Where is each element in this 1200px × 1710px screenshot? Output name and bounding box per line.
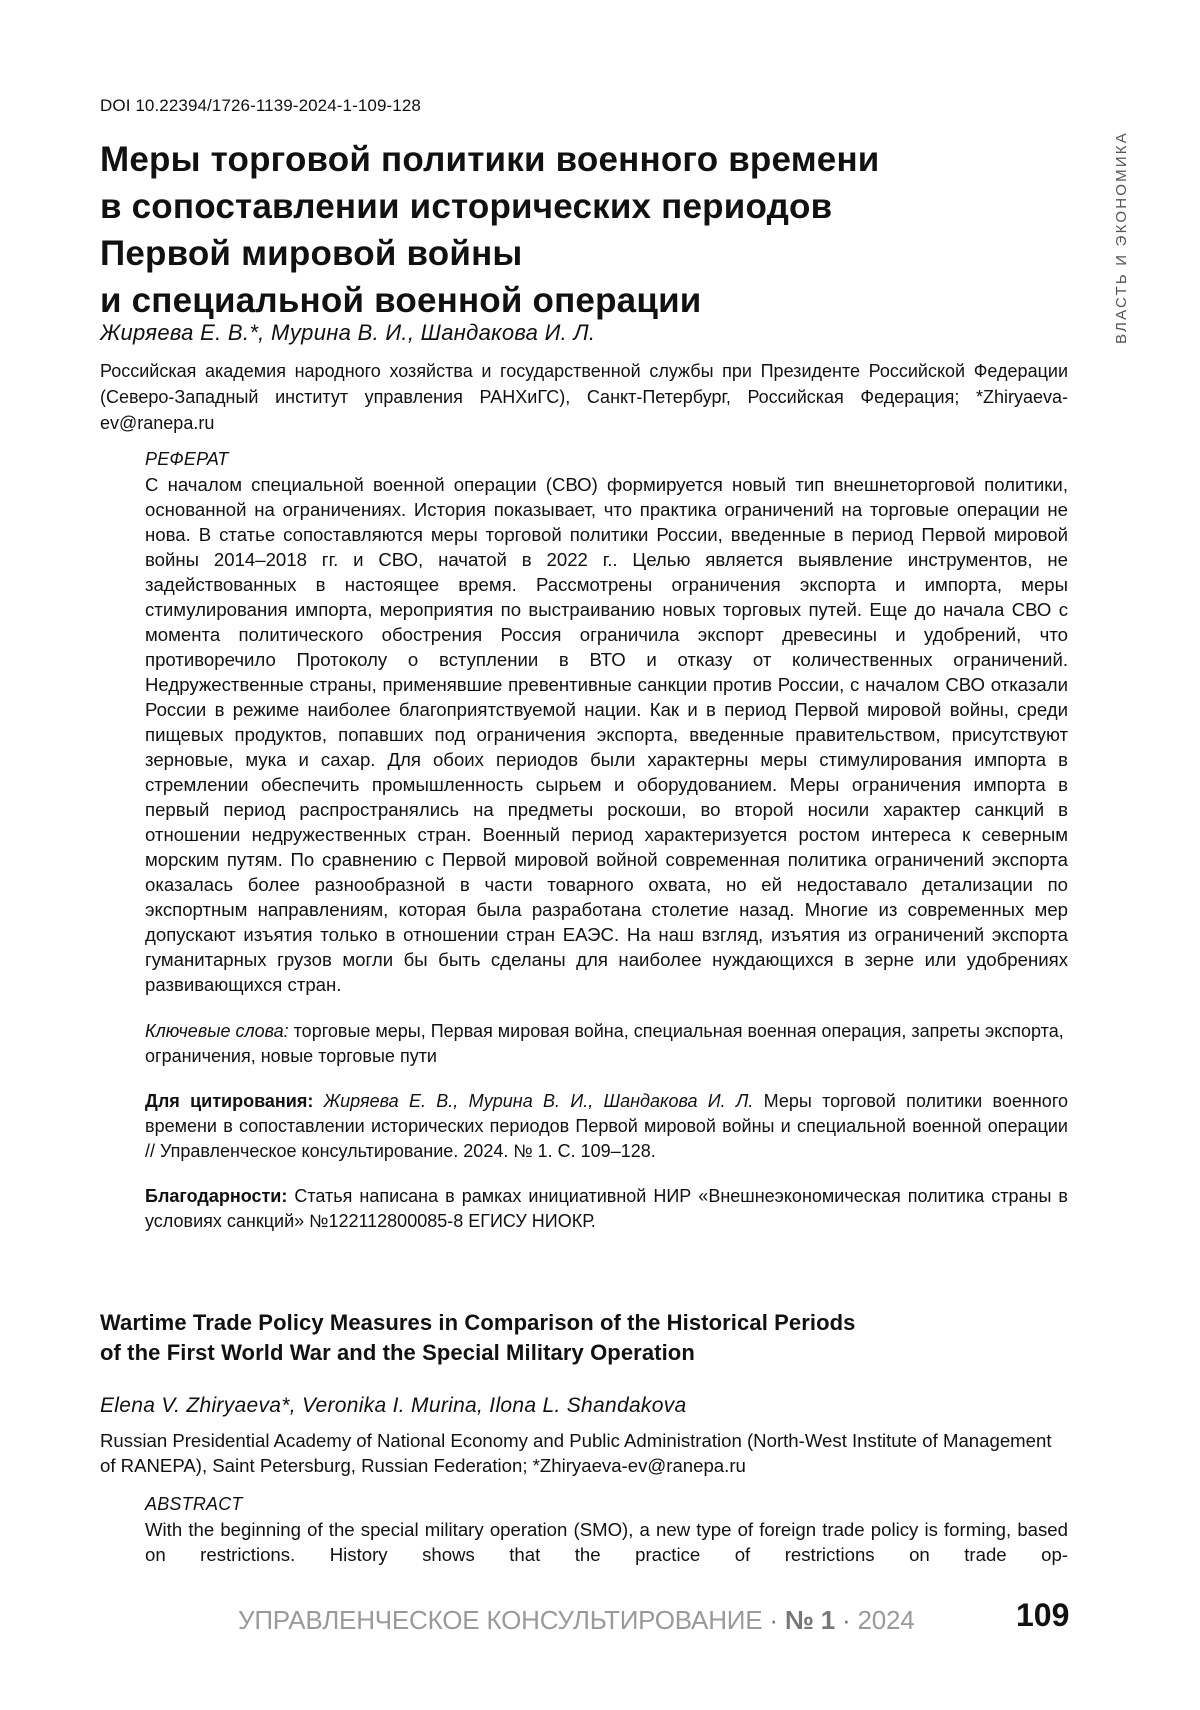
keywords-text: торговые меры, Первая мировая война, специальная военная операция, запреты экспорта, ограничения, новые торговые пути [145, 1021, 1064, 1066]
authors-en: Elena V. Zhiryaeva*, Veronika I. Murina, Ilona L. Shandakova [100, 1394, 687, 1418]
abstract-text-ru: С началом специальной военной операции (СВО) формируется новый тип внешнеторговой политики, основанной на ограничениях. История показывает, что практика ограничений на торговые операции не нова. В статье сопоставляются меры торговой политики России, введенные в период Первой мировой войны 2014–2018 гг. и СВО, начатой в 2022 г.. Целью является выявление инструментов, не задействованных в настоящее время. Рассмотрены ограничения экспорта и импорта, меры стимулирования импорта, мероприятия по выстраиванию новых торговых путей. Еще до начала СВО с момента политического обострения Россия ограничила экспорт древесины и удобрений, что противоречило Протоколу о вступлении в ВТО и отказу от количественных ограничений. Недружественные страны, применявшие превентивные санкции против России, с началом СВО отказали России в режиме наиболее благоприятствуемой нации. Как и в период Первой мировой войны, среди пищевых продуктов, попавших под ограничения экспорта, введенные правительством, присутствуют зерновые, мука и сахар. Для обоих периодов были характерны меры стимулирования импорта в стремлении обеспечить промышленность сырьем и оборудованием. Меры ограничения импорта в первый период распространялись на предметы роскоши, во второй носили характер санкций в отношении недружественных стран. Военный период характеризуется ростом интереса к северным морским путям. По сравнению с Первой мировой войной современная политика ограничений экспорта оказалась более разнообразной в части товарного охвата, но ей недоставало детализации по экспортным направлениям, которая была разработана столетие назад. Многие из современных мер допускают изъятия только в отношении стран ЕАЭС. На наш взгляд, изъятия из ограничений экспорта гуманитарных грузов могли бы быть сделаны для наиболее нуждающихся в зерне или удобрениях развивающихся стран. [145, 472, 1068, 997]
page-number: 109 [1016, 1597, 1069, 1634]
citation-ru [145, 1089, 1068, 1164]
citation-authors: Жиряева Е. В., Мурина В. И., Шандакова И. Л. [313, 1091, 753, 1111]
acknowledgements-label: Благодарности: [145, 1186, 287, 1206]
title-line: of the First World War and the Special Military Operation [100, 1338, 1000, 1368]
title-line: и специальной военной операции [100, 277, 1000, 324]
abstract-ru [145, 449, 1068, 1234]
citation-text: Меры торговой политики военного времени в сопоставлении исторических периодов Первой мировой войны и специальной военной операции // Управленческое консультирование. 2024. № 1. С. 109–128. [145, 1091, 1068, 1161]
citation-label: Для цитирования: [145, 1091, 313, 1111]
article-title-ru [100, 136, 1000, 324]
section-name: ВЛАСТЬ И ЭКОНОМИКА [1113, 100, 1130, 344]
keywords-ru [145, 1019, 1068, 1069]
doi[interactable]: DOI 10.22394/1726-1139-2024-1-109-128 [100, 96, 421, 116]
title-line: Wartime Trade Policy Measures in Comparison of the Historical Periods [100, 1308, 1000, 1338]
title-line: Меры торговой политики военного времени [100, 136, 1000, 183]
running-footer: УПРАВЛЕНЧЕСКОЕ КОНСУЛЬТИРОВАНИЕ · № 1 · 2024 [238, 1605, 915, 1636]
article-page [0, 0, 1200, 1710]
title-line: в сопоставлении исторических периодов [100, 183, 1000, 230]
affiliation-ru: Российская академия народного хозяйства и государственной службы при Президенте Российской Федерации (Северо-Западный институт управления РАНХиГС), Санкт-Петербург, Российская Федерация; *Zhiryaeva-ev@ranepa.ru [100, 358, 1068, 436]
journal-name: УПРАВЛЕНЧЕСКОЕ КОНСУЛЬТИРОВАНИЕ [238, 1605, 762, 1635]
issue-year: 2024 [858, 1605, 915, 1635]
authors-ru: Жиряева Е. В.*, Мурина В. И., Шандакова И. Л. [100, 320, 595, 346]
acknowledgements-text: Статья написана в рамках инициативной НИР «Внешнеэкономическая политика страны в условиях санкций» №122112800085-8 ЕГИСУ НИОКР. [145, 1186, 1068, 1231]
title-line: Первой мировой войны [100, 230, 1000, 277]
article-title-en [100, 1308, 1000, 1368]
abstract-en [145, 1494, 1068, 1567]
abstract-label-ru: РЕФЕРАТ [145, 449, 1068, 470]
keywords-label: Ключевые слова: [145, 1021, 289, 1041]
issue-number: № 1 [785, 1605, 835, 1635]
abstract-label-en: ABSTRACT [145, 1494, 1068, 1515]
acknowledgements-ru [145, 1184, 1068, 1234]
affiliation-en: Russian Presidential Academy of National Economy and Public Administration (North-West Institute of Management of RANEPA), Saint Petersburg, Russian Federation; *Zhiryaeva-ev@ranepa.ru [100, 1428, 1068, 1478]
side-section-label [1113, 100, 1137, 344]
abstract-text-en: With the beginning of the special military operation (SMO), a new type of foreign trade policy is forming, based on restrictions. History shows that the practice of restrictions on trade op- [145, 1517, 1068, 1567]
